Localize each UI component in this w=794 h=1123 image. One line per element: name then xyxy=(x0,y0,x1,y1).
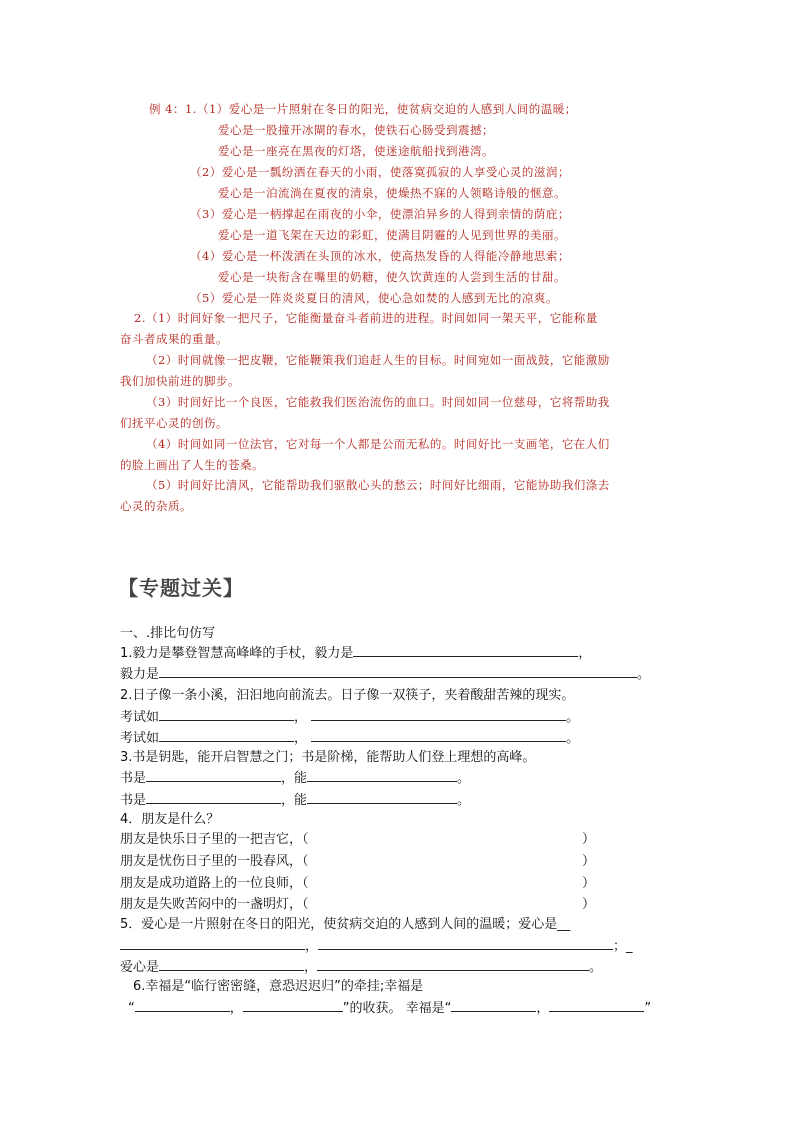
part-title: 一、.排比句仿写 xyxy=(120,626,216,641)
answer-blank[interactable] xyxy=(159,958,304,971)
question-4-close: ） xyxy=(582,854,596,869)
example-line: （2）时间就像一把皮鞭，它能鞭策我们追赶人生的目标。时间宛如一面战鼓，它能激励 xyxy=(146,353,610,367)
example-line: （5）爱心是一阵炎炎夏日的清风，使心急如焚的人感到无比的凉爽。 xyxy=(190,291,558,305)
answer-blank[interactable] xyxy=(159,708,294,721)
question-6: 6.幸福是“临行密密缝，意恐迟迟归”的牵挂;幸福是 xyxy=(133,979,424,994)
answer-blank[interactable] xyxy=(146,769,281,782)
question-5: 5．爱心是一片照射在冬日的阳光，使贫病交迫的人感到人间的温暖；爱心是__ xyxy=(120,917,571,932)
example-line: （3）时间好比一个良医，它能救我们医治流伤的血口。时间如同一位慈母，它将帮助我 xyxy=(146,395,610,409)
example-line: 爱心是一泊流淌在夏夜的清泉，使燥热不寐的人领略诗般的惬意。 xyxy=(218,186,566,200)
answer-blank[interactable] xyxy=(307,791,457,804)
answer-blank[interactable] xyxy=(451,999,536,1012)
example-line: 爱心是一块衔含在嘴里的奶糖，使久饮黄连的人尝到生活的甘甜。 xyxy=(218,270,566,284)
example-line: 2.（1）时间好象一把尺子，它能衡量奋斗者前进的进程。时间如同一架天平，它能称量 xyxy=(134,311,598,325)
question-5-line-3: 爱心是 ， 。 xyxy=(120,960,603,975)
question-4-item: 朋友是快乐日子里的一把吉它，（ xyxy=(120,832,309,847)
example-line: 爱心是一股撞开冰閘的春水，使铁石心肠受到震撼； xyxy=(218,123,494,137)
example-line: （4）时间如同一位法官，它对每一个人都是公而无私的。时间好比一支画笔，它在人们 xyxy=(146,437,610,451)
question-3: 3.书是钥匙，能开启智慧之门；书是阶梯，能帮助人们登上理想的高峰。 xyxy=(120,750,536,765)
question-4-close: ） xyxy=(582,876,596,891)
question-6-line-2: “ ， ”的收获。 幸福是“ ， ” xyxy=(128,1001,652,1016)
question-4-close: ） xyxy=(582,832,596,847)
question-4-item: 朋友是成功道路上的一位良师，（ xyxy=(120,876,309,891)
example-line: 奋斗者成果的重量。 xyxy=(120,332,228,346)
example-line: 的脸上画出了人生的苍桑。 xyxy=(120,458,264,472)
example-line: 我们加快前进的脚步。 xyxy=(120,374,240,388)
question-3-answer-2: 书是 ，能 。 xyxy=(120,793,471,808)
example-line: 心灵的杂质。 xyxy=(120,499,192,513)
answer-blank[interactable] xyxy=(135,999,230,1012)
answer-blank[interactable] xyxy=(159,729,294,742)
question-1-line-2: 毅力是 。 xyxy=(120,667,651,682)
question-1: 1.毅力是攀登智慧高峰峰的手杖，毅力是 ， xyxy=(120,646,592,661)
section-heading: 【专题过关】 xyxy=(118,576,244,600)
example-line: 例 4：1.（1）爱心是一片照射在冬日的阳光，使贫病交迫的人感到人间的温暖； xyxy=(149,102,577,116)
question-2-answer-2: 考试如 ， 。 xyxy=(120,731,580,746)
answer-blank[interactable] xyxy=(317,958,589,971)
example-line: 爱心是一座亮在黑夜的灯塔，使迷途航船找到港湾。 xyxy=(218,144,494,158)
answer-blank[interactable] xyxy=(120,937,305,950)
example-line: （5）时间好比清风，它能帮助我们驱散心头的愁云；时间好比细雨，它能协助我们涤去 xyxy=(146,478,610,492)
question-4-item: 朋友是失败苦闷中的一盏明灯，（ xyxy=(120,897,309,912)
example-line: 们抚平心灵的创伤。 xyxy=(120,416,228,430)
answer-blank[interactable] xyxy=(311,729,566,742)
example-line: 爱心是一道飞架在天边的彩虹，使满目阴霾的人见到世界的美丽。 xyxy=(218,228,566,242)
answer-blank[interactable] xyxy=(318,937,613,950)
question-4-item: 朋友是忧伤日子里的一股春风，（ xyxy=(120,854,309,869)
answer-blank[interactable] xyxy=(243,999,343,1012)
example-line: （2）爱心是一瓢纷洒在春天的小雨，使落寞孤寂的人享受心灵的滋润； xyxy=(190,165,570,179)
question-2-answer-1: 考试如 ， 。 xyxy=(120,710,580,725)
question-2: 2.日子像一条小溪，汩汩地向前流去。日子像一双筷子，夹着酸甜苦辣的现实。 xyxy=(120,688,575,703)
answer-blank[interactable] xyxy=(307,769,457,782)
question-4: 4．朋友是什么？ xyxy=(120,812,220,827)
example-line: （3）爱心是一柄撑起在雨夜的小伞，使漂泊异乡的人得到亲情的荫庇； xyxy=(190,207,570,221)
question-4-close: ） xyxy=(582,897,596,912)
answer-blank[interactable] xyxy=(353,644,578,657)
answer-blank[interactable] xyxy=(311,708,566,721)
example-line: （4）爱心是一杯泼洒在头顶的冰水，使高热发昏的人得能冷静地思索； xyxy=(190,249,570,263)
answer-blank[interactable] xyxy=(159,665,637,678)
question-3-answer-1: 书是 ，能 。 xyxy=(120,771,471,786)
answer-blank[interactable] xyxy=(146,791,281,804)
answer-blank[interactable] xyxy=(549,999,644,1012)
question-5-line-2: ， ；_ xyxy=(120,935,633,954)
